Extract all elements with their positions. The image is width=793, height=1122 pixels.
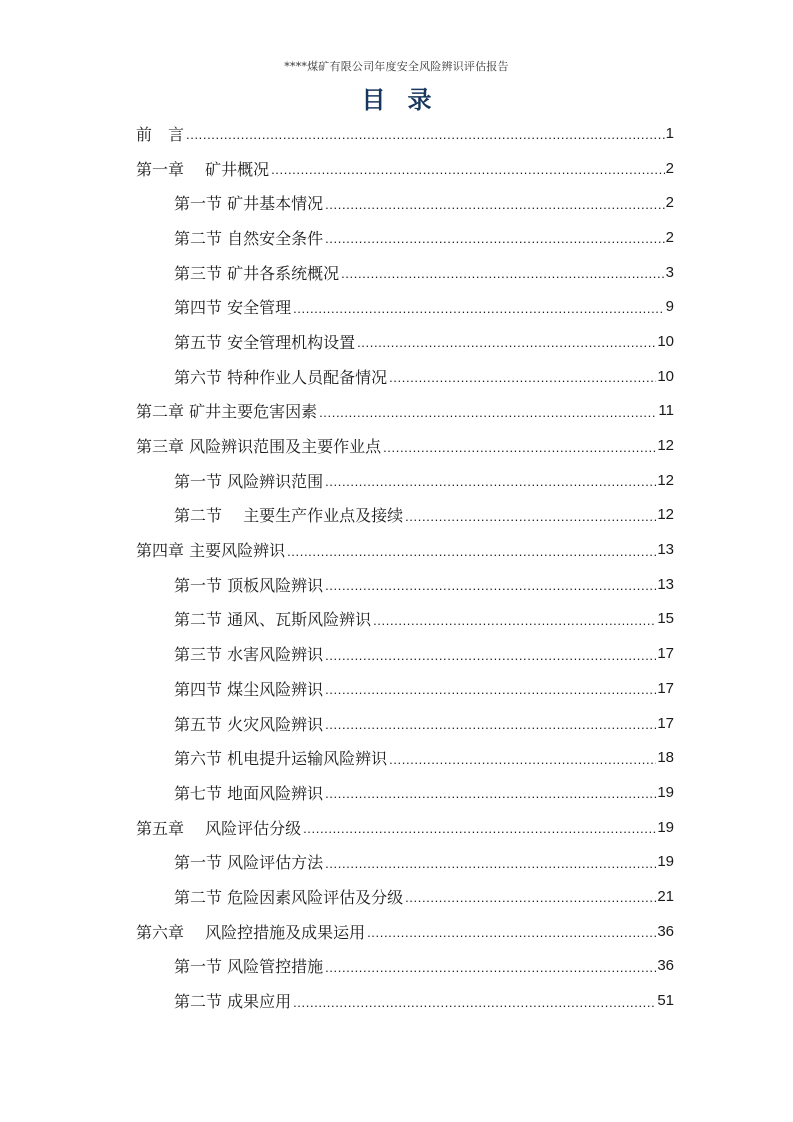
running-header: ****煤矿有限公司年度安全风险辨识评估报告 bbox=[284, 60, 509, 73]
toc-entry-chapter-4[interactable] bbox=[136, 532, 674, 567]
toc-entry-label: 第二节 通风、瓦斯风险辨识 bbox=[174, 610, 372, 630]
toc-entry-label: 第二章 矿井主要危害因素 bbox=[136, 402, 318, 422]
toc-entry-section[interactable] bbox=[136, 220, 674, 255]
dot-leader bbox=[303, 821, 656, 837]
toc-entry-label: 第四节 安全管理 bbox=[174, 298, 292, 318]
toc-entry-label: 第六节 特种作业人员配备情况 bbox=[174, 367, 388, 387]
dot-leader bbox=[341, 266, 665, 282]
toc-title: 目录 bbox=[361, 86, 454, 114]
toc-entry-label: 第七节 地面风险辨识 bbox=[174, 783, 324, 803]
toc-page-number: 10 bbox=[657, 367, 674, 385]
toc-entry-label: 第四章 主要风险辨识 bbox=[136, 541, 286, 561]
toc-entry-label: 第三节 水害风险辨识 bbox=[174, 645, 324, 665]
toc-page-number: 36 bbox=[657, 957, 674, 975]
toc-entry-section[interactable] bbox=[136, 463, 674, 498]
dot-leader bbox=[357, 335, 656, 351]
toc-page-number: 9 bbox=[665, 298, 674, 316]
dot-leader bbox=[325, 960, 656, 976]
toc-entry-label: 第二节 自然安全条件 bbox=[174, 228, 324, 248]
toc-entry-label: 第一章 矿井概况 bbox=[136, 159, 270, 179]
toc-entry-section[interactable] bbox=[136, 255, 674, 290]
toc-entry-section[interactable] bbox=[136, 983, 674, 1018]
dot-leader bbox=[325, 717, 656, 733]
toc-entry-chapter-3[interactable] bbox=[136, 428, 674, 463]
toc-page-number: 1 bbox=[665, 124, 674, 142]
toc-entry-chapter-2[interactable] bbox=[136, 394, 674, 429]
dot-leader bbox=[319, 405, 657, 421]
toc-page-number: 36 bbox=[657, 922, 674, 940]
toc-page-number: 2 bbox=[665, 159, 674, 177]
toc-entry-section[interactable] bbox=[136, 185, 674, 220]
toc-page-number: 19 bbox=[657, 818, 674, 836]
toc-page-number: 15 bbox=[657, 610, 674, 628]
dot-leader bbox=[367, 925, 656, 941]
toc-entry-label: 第五节 火灾风险辨识 bbox=[174, 714, 324, 734]
dot-leader bbox=[287, 544, 656, 560]
toc-page-number: 18 bbox=[657, 749, 674, 767]
toc-entry-label: 前 言 bbox=[136, 124, 185, 144]
toc-page-number: 3 bbox=[665, 263, 674, 281]
toc-page-number: 17 bbox=[657, 679, 674, 697]
toc-page-number: 13 bbox=[657, 541, 674, 559]
toc-page-number: 2 bbox=[665, 194, 674, 212]
dot-leader bbox=[293, 995, 656, 1011]
toc-page-number: 10 bbox=[657, 332, 674, 350]
dot-leader bbox=[405, 890, 656, 906]
dot-leader bbox=[325, 578, 656, 594]
toc-entry-section[interactable] bbox=[136, 844, 674, 879]
toc-entry-section[interactable] bbox=[136, 324, 674, 359]
toc-entry-section[interactable] bbox=[136, 602, 674, 637]
toc-entry-section[interactable] bbox=[136, 740, 674, 775]
toc-entry-label: 第六节 机电提升运输风险辨识 bbox=[174, 749, 388, 769]
toc-entry-section[interactable] bbox=[136, 289, 674, 324]
toc-page-number: 17 bbox=[657, 645, 674, 663]
toc-entry-label: 第一节 风险辨识范围 bbox=[174, 471, 324, 491]
toc-page-number: 11 bbox=[658, 402, 674, 420]
toc-entry-label: 第一节 矿井基本情况 bbox=[174, 194, 324, 214]
toc-entry-preface[interactable] bbox=[136, 116, 674, 151]
toc-page-number: 12 bbox=[657, 437, 674, 455]
toc-entry-label: 第五章 风险评估分级 bbox=[136, 818, 302, 838]
toc-entry-label: 第三章 风险辨识范围及主要作业点 bbox=[136, 437, 382, 457]
toc-entry-label: 第二节 成果应用 bbox=[174, 992, 292, 1012]
toc-entry-section[interactable] bbox=[136, 706, 674, 741]
toc-entry-section[interactable] bbox=[136, 498, 674, 533]
toc-page-number: 12 bbox=[657, 506, 674, 524]
toc-entry-label: 第三节 矿井各系统概况 bbox=[174, 263, 340, 283]
toc-entry-section[interactable] bbox=[136, 359, 674, 394]
toc-entry-label: 第一节 风险管控措施 bbox=[174, 957, 324, 977]
toc-page-number: 19 bbox=[657, 853, 674, 871]
dot-leader bbox=[325, 197, 665, 213]
toc-entry-label: 第一节 风险评估方法 bbox=[174, 853, 324, 873]
toc-entry-chapter-6[interactable] bbox=[136, 914, 674, 949]
dot-leader bbox=[186, 127, 665, 143]
toc-page-number: 19 bbox=[657, 783, 674, 801]
toc-entry-label: 第二节 主要生产作业点及接续 bbox=[174, 506, 404, 526]
toc-entry-section[interactable] bbox=[136, 949, 674, 984]
dot-leader bbox=[325, 474, 656, 490]
toc-page-number: 17 bbox=[657, 714, 674, 732]
toc-entry-label: 第二节 危险因素风险评估及分级 bbox=[174, 887, 404, 907]
toc-entry-section[interactable] bbox=[136, 775, 674, 810]
dot-leader bbox=[373, 613, 656, 629]
toc-entry-label: 第四节 煤尘风险辨识 bbox=[174, 679, 324, 699]
dot-leader bbox=[271, 162, 665, 178]
toc-page-number: 2 bbox=[665, 228, 674, 246]
toc-page-number: 13 bbox=[657, 575, 674, 593]
toc-entry-label: 第五节 安全管理机构设置 bbox=[174, 332, 356, 352]
dot-leader bbox=[383, 440, 656, 456]
toc-entry-section[interactable] bbox=[136, 567, 674, 602]
toc-entry-label: 第六章 风险控措施及成果运用 bbox=[136, 922, 366, 942]
toc-entry-chapter-1[interactable] bbox=[136, 151, 674, 186]
dot-leader bbox=[405, 509, 656, 525]
toc-page-number: 21 bbox=[657, 887, 674, 905]
dot-leader bbox=[389, 370, 656, 386]
dot-leader bbox=[325, 648, 656, 664]
toc-page-number: 51 bbox=[657, 992, 674, 1010]
toc-entry-chapter-5[interactable] bbox=[136, 810, 674, 845]
dot-leader bbox=[325, 231, 665, 247]
toc-entry-section[interactable] bbox=[136, 636, 674, 671]
table-of-contents bbox=[136, 116, 674, 1018]
toc-entry-section[interactable] bbox=[136, 879, 674, 914]
dot-leader bbox=[325, 682, 656, 698]
dot-leader bbox=[293, 301, 665, 317]
dot-leader bbox=[325, 856, 656, 872]
toc-entry-section[interactable] bbox=[136, 671, 674, 706]
toc-entry-label: 第一节 顶板风险辨识 bbox=[174, 575, 324, 595]
dot-leader bbox=[325, 786, 656, 802]
dot-leader bbox=[389, 752, 656, 768]
toc-page-number: 12 bbox=[657, 471, 674, 489]
